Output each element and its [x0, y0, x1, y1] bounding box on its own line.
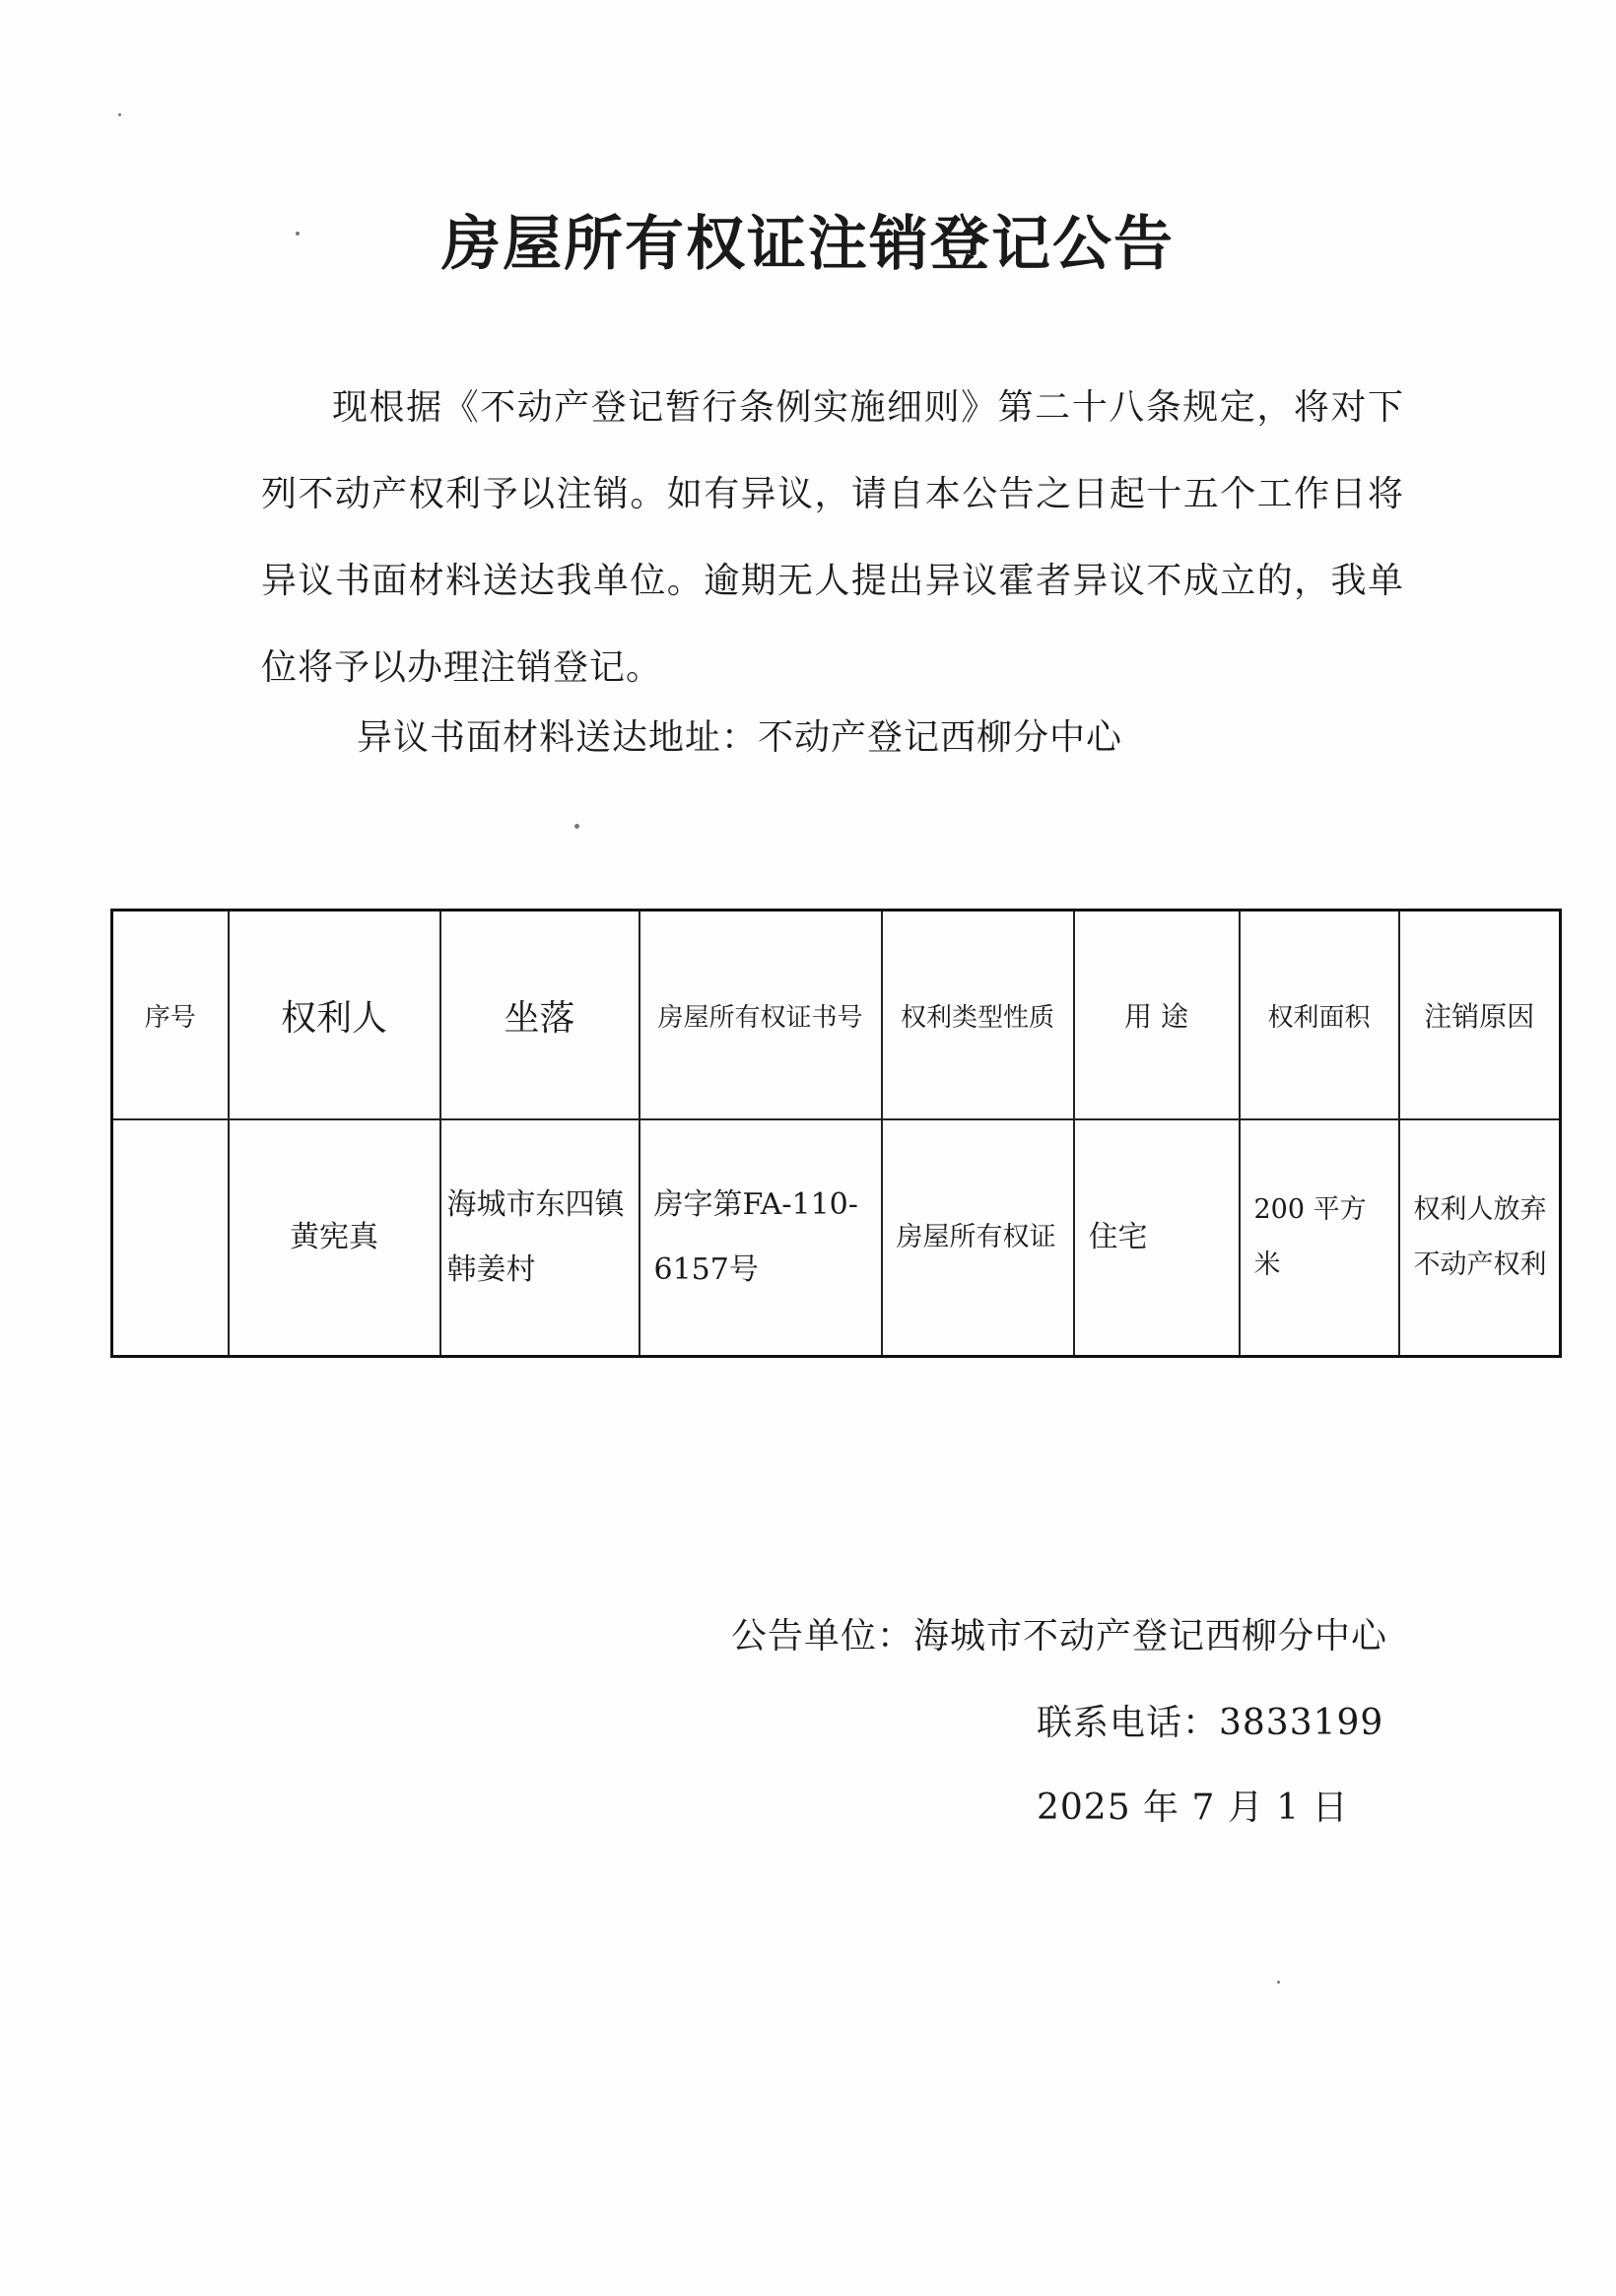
cell-cert-no: 房字第FA-110-6157号 — [640, 1119, 882, 1357]
date-line: 2025 年 7 月 1 日 — [1037, 1788, 1349, 1828]
scan-speck — [1277, 1981, 1280, 1984]
header-usage: 用 途 — [1074, 911, 1240, 1120]
cell-area: 200 平方米 — [1240, 1119, 1399, 1357]
cell-usage: 住宅 — [1074, 1119, 1240, 1357]
page-title: 房屋所有权证注销登记公告 — [441, 210, 1175, 279]
scan-speck — [574, 824, 579, 829]
header-seq: 序号 — [112, 911, 229, 1120]
issuer-line: 公告单位：海城市不动产登记西柳分中心 — [731, 1616, 1388, 1656]
header-holder: 权利人 — [229, 911, 440, 1120]
table-row — [112, 1119, 1561, 1357]
header-area: 权利面积 — [1240, 911, 1399, 1120]
table-header-row — [112, 911, 1561, 1120]
scan-speck — [296, 232, 300, 236]
notice-paragraph: 现根据《不动产登记暂行条例实施细则》第二十八条规定，将对下列不动产权利予以注销。如有异议，请自本公告之日起十五个工作日将异议书面材料送达我单位。逾期无人提出异议霍者异议不成立的，我单位将予以办理注销登记。 — [261, 387, 1404, 688]
scan-speck — [118, 113, 121, 116]
cell-holder: 黄宪真 — [229, 1119, 440, 1357]
cell-right-type: 房屋所有权证 — [882, 1119, 1074, 1357]
phone-line: 联系电话：3833199 — [1037, 1703, 1384, 1743]
cell-seq — [112, 1119, 229, 1357]
notice-body — [261, 365, 1404, 711]
header-location: 坐落 — [440, 911, 640, 1120]
records-table — [110, 909, 1562, 1358]
header-cert-no: 房屋所有权证书号 — [640, 911, 882, 1120]
cell-location: 海城市东四镇韩姜村 — [440, 1119, 640, 1357]
header-right-type: 权利类型性质 — [882, 911, 1074, 1120]
objection-address: 异议书面材料送达地址：不动产登记西柳分中心 — [357, 717, 1123, 758]
cell-reason: 权利人放弃不动产权利 — [1399, 1119, 1561, 1357]
header-reason: 注销原因 — [1399, 911, 1561, 1120]
